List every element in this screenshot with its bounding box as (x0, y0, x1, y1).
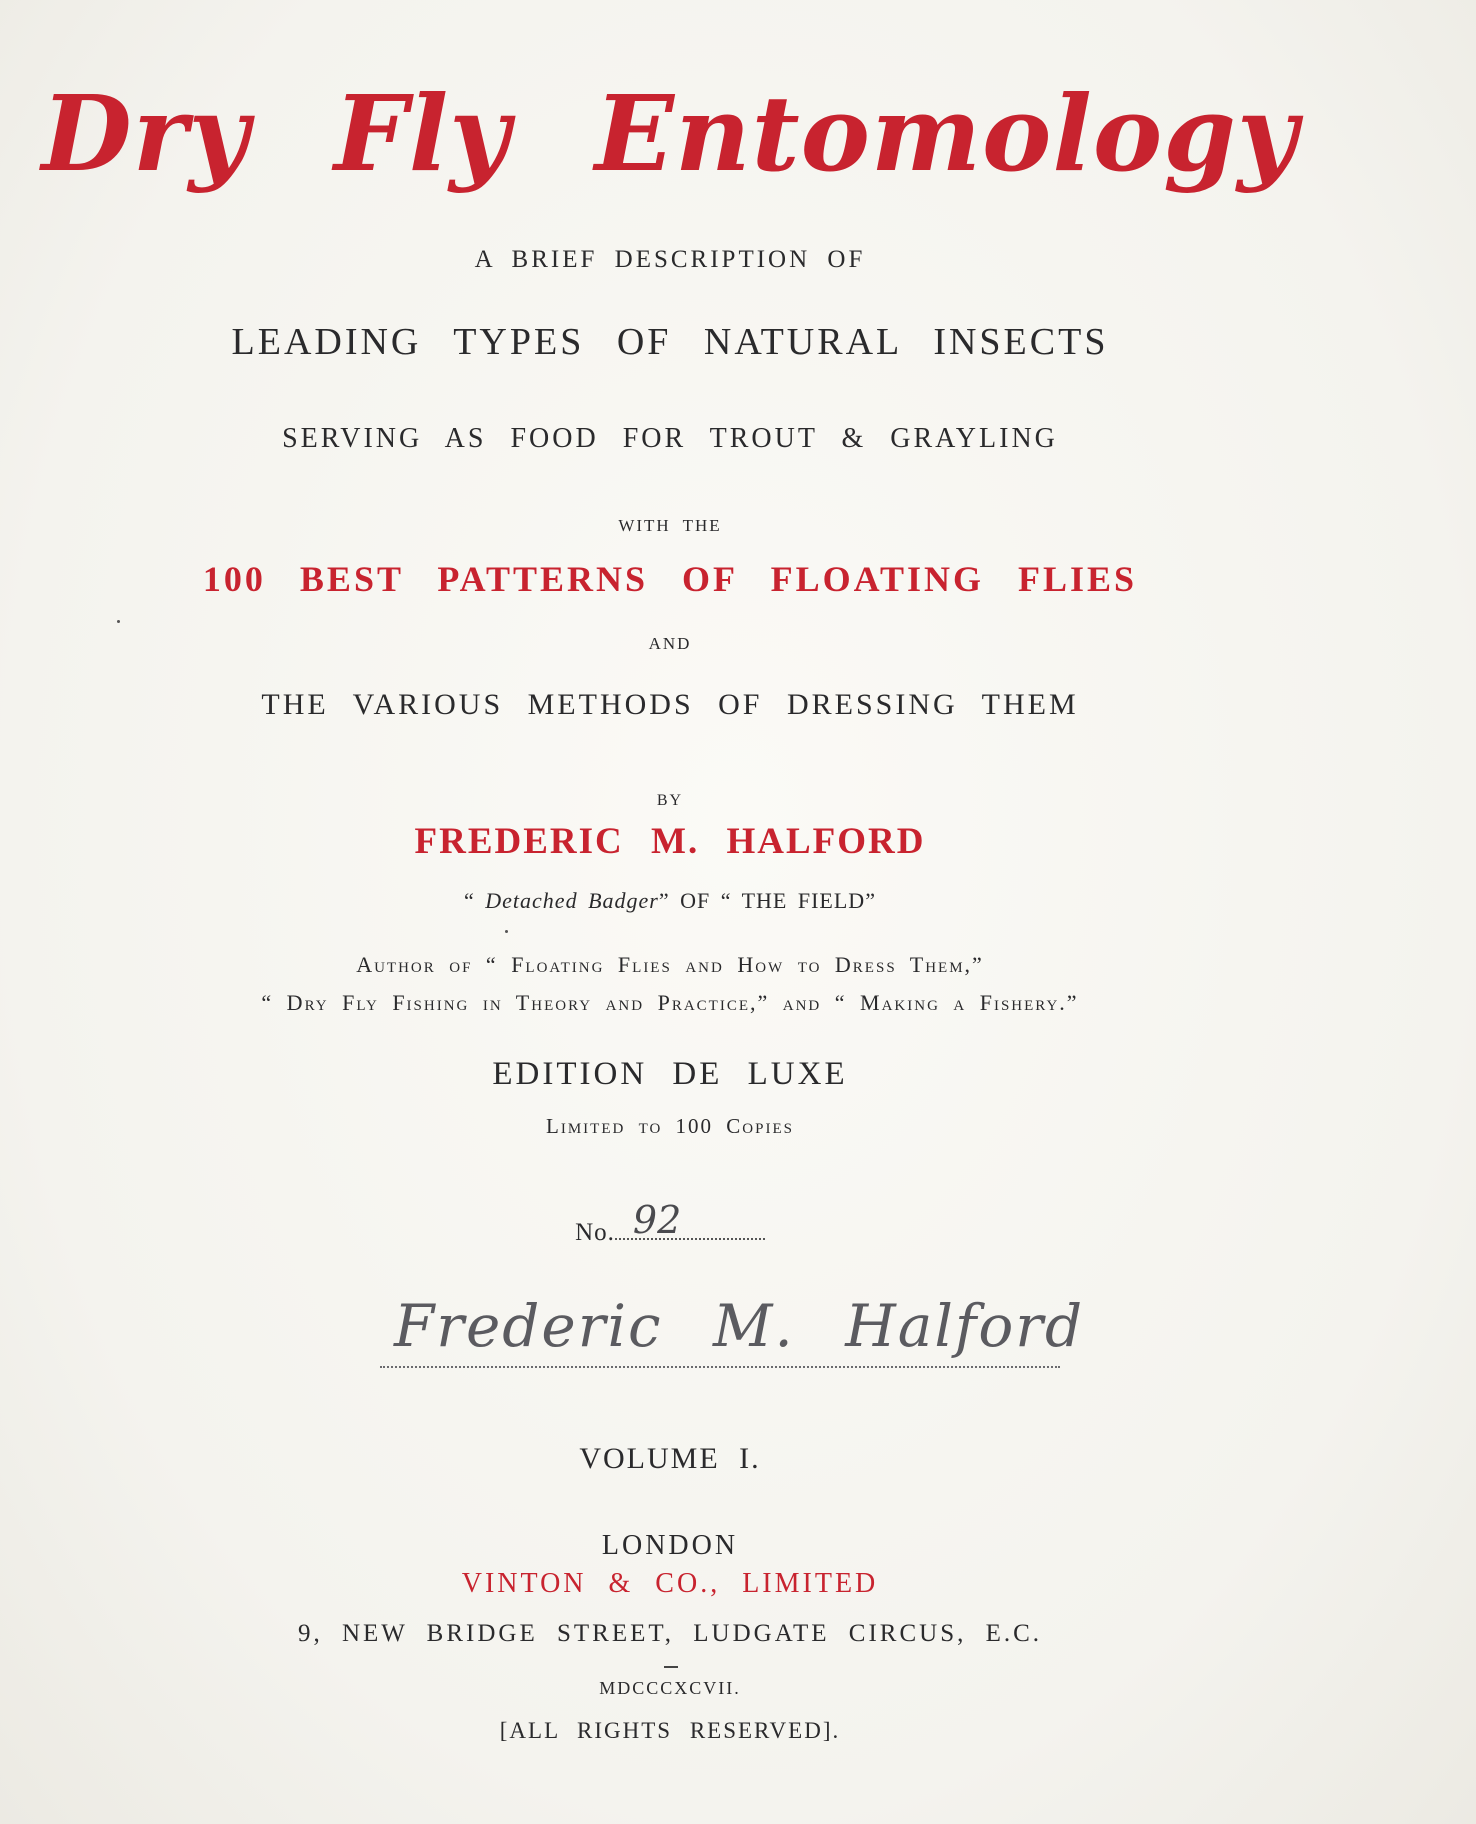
publisher-line: VINTON & CO., LIMITED (461, 1568, 879, 1599)
paper-speck (117, 620, 120, 623)
serving-line: SERVING AS FOOD FOR TROUT & GRAYLING (282, 423, 1058, 454)
with-the-line: WITH THE (618, 516, 722, 535)
signature-text: Frederic M. Halford (394, 1292, 1085, 1360)
leading-types-line: LEADING TYPES OF NATURAL INSECTS (231, 321, 1109, 363)
short-rule (664, 1666, 678, 1668)
patterns-line: 100 BEST PATTERNS OF FLOATING FLIES (202, 559, 1138, 599)
paper-speck (505, 930, 508, 933)
author-of-line: Author of “ Floating Flies and How to Dress Them,” (356, 952, 984, 977)
edition-line: EDITION DE LUXE (492, 1056, 848, 1092)
rights-line: [ALL RIGHTS RESERVED]. (499, 1718, 841, 1743)
copy-number-label: No. (575, 1219, 615, 1246)
and-line: AND (648, 634, 692, 653)
address-line: 9, NEW BRIDGE STREET, LUDGATE CIRCUS, E.C. (297, 1620, 1043, 1647)
detached-of-the-field: ” OF “ THE FIELD” (658, 888, 876, 913)
year-line: MDCCCXCVII. (599, 1678, 741, 1698)
author-signature (380, 1288, 1085, 1378)
by-line: BY (656, 792, 684, 809)
author-name: FREDERIC M. HALFORD (414, 821, 926, 862)
copy-number-line (0, 1198, 1340, 1247)
copy-number-field (615, 1198, 765, 1242)
copy-number-value: 92 (632, 1198, 682, 1242)
detached-badger-line (0, 888, 1340, 914)
book-title: Dry Fly Entomology (41, 72, 1299, 195)
various-methods-line: THE VARIOUS METHODS OF DRESSING THEM (261, 688, 1079, 721)
limited-copies-line: Limited to 100 Copies (546, 1114, 794, 1138)
other-works-line: “ Dry Fly Fishing in Theory and Practice,” and “ Making a Fishery.” (261, 990, 1079, 1015)
detached-badger-italic: Detached Badger (485, 888, 659, 913)
detached-open-quote: “ (464, 888, 486, 913)
signature-dotted-line (380, 1366, 1060, 1368)
brief-description-line: A BRIEF DESCRIPTION OF (474, 246, 866, 273)
volume-line: VOLUME I. (579, 1442, 761, 1475)
london-line: LONDON (601, 1530, 739, 1561)
